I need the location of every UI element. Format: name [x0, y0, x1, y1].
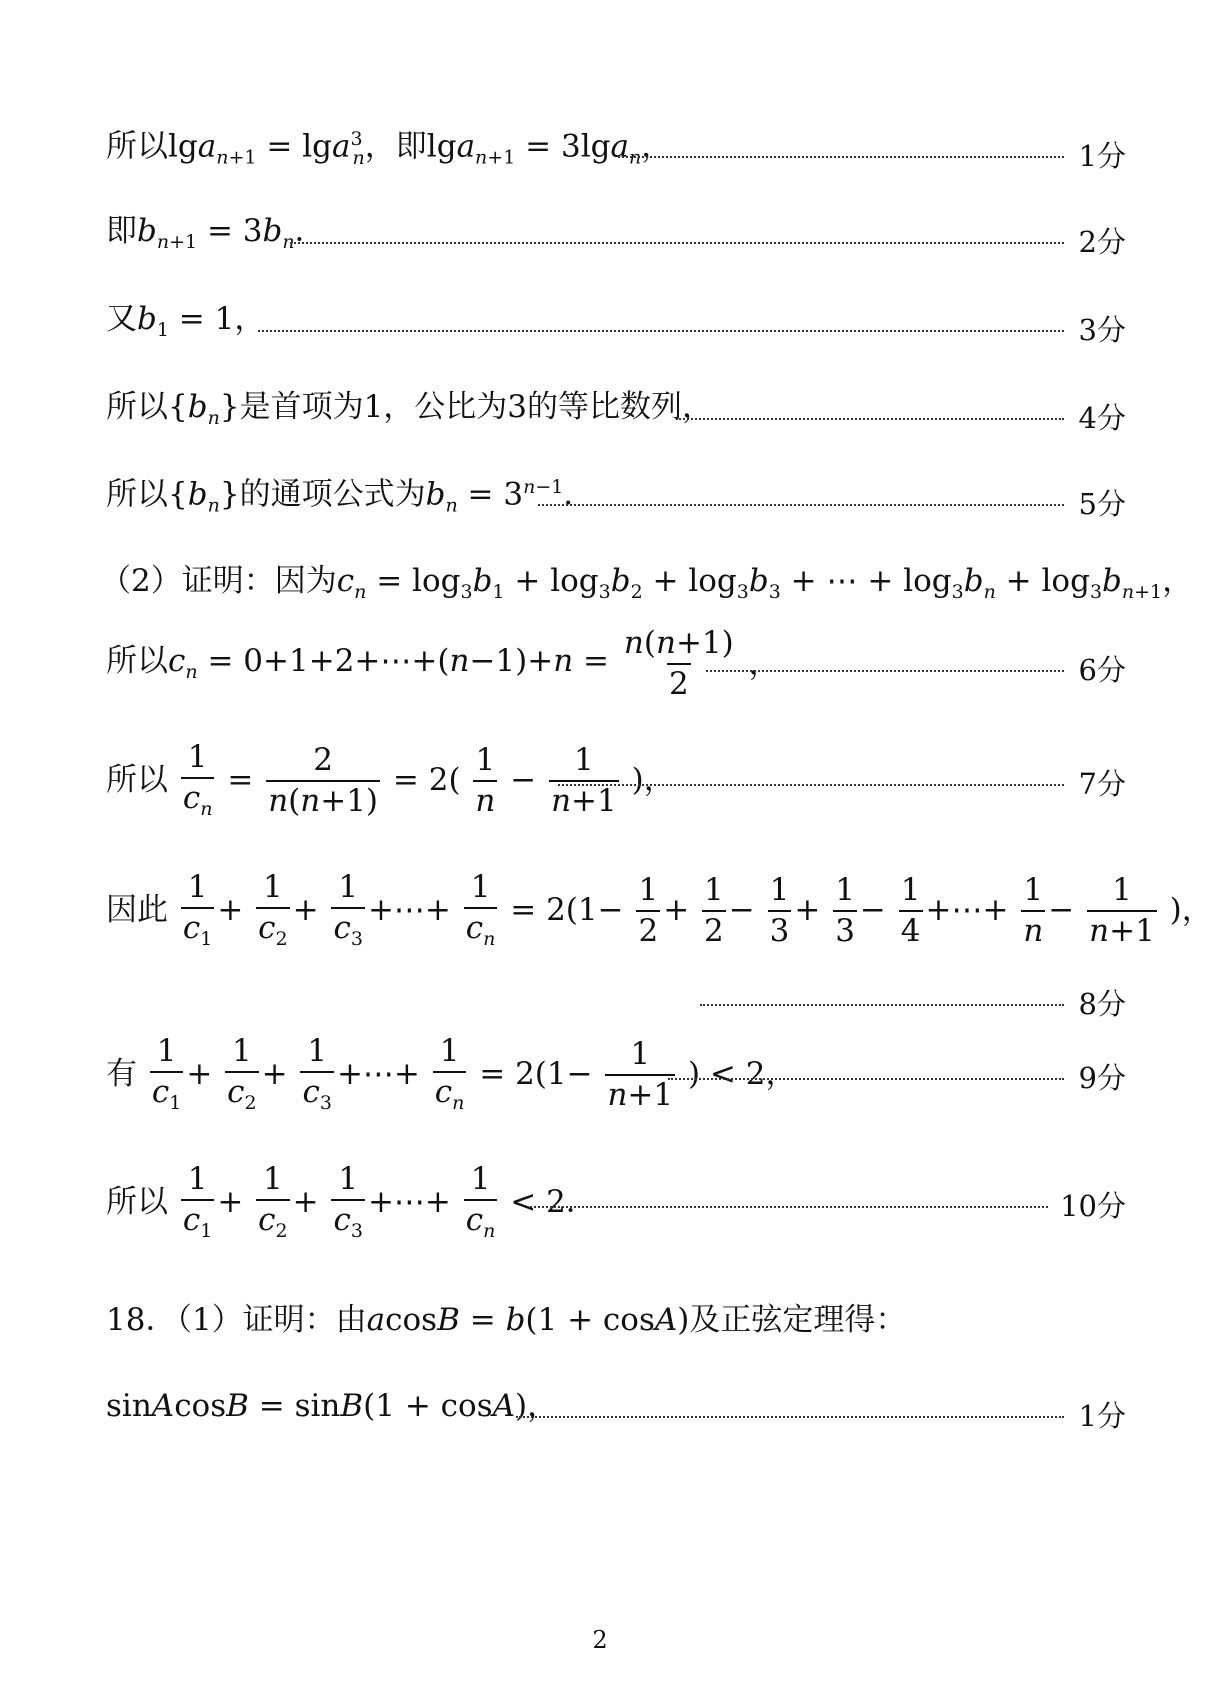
solution-line-3	[106, 296, 1126, 386]
leader-dots	[706, 670, 1064, 672]
math-expression: （2）证明：因为$c_n = \log_3b_1 + \log_3b_2 + \log_3b_3$ + ⋯ + $\log_3b_n + \log_3b_{n+1}$，	[100, 563, 1194, 604]
score-label: 6分	[1078, 653, 1126, 687]
leader-dots	[290, 242, 1064, 244]
math-expression: 18．（1）证明：由acosB = b(1 + cosA)及正弦定理得：	[106, 1302, 907, 1338]
math-expression: 所以lga$_{n+1}$ = lga$^3_n$，即lga$_{n+1}$ = 3lga$_n$，	[106, 128, 673, 169]
score-label: 1分	[1078, 1399, 1126, 1433]
score-label: 3分	[1078, 313, 1126, 347]
solution-line-1	[106, 122, 1126, 212]
math-expression: 所以 $\frac{1}{c_1}$ + $\frac{1}{c_2}$ + $\frac{1}{c_3}$ +⋯+ $\frac{1}{c_n}$ < 2．	[106, 1161, 597, 1243]
solution-line-4	[106, 384, 1126, 474]
score-label: 2分	[1078, 225, 1126, 259]
leader-dots	[668, 1078, 1064, 1080]
score-label: 8分	[1078, 987, 1126, 1021]
solution-line-9	[106, 869, 1213, 972]
score-label: 7分	[1078, 767, 1126, 801]
solution-line-2	[106, 208, 1126, 298]
math-expression: 所以$c_n$ = 0+1+2+⋯+(n−1)+n = $\frac{n(n+1)}{2}$ ，	[106, 625, 780, 702]
leader-dots	[516, 1416, 1064, 1418]
page-number: 2	[592, 1626, 608, 1654]
leader-dots	[258, 330, 1064, 332]
leader-dots	[700, 1004, 1064, 1006]
solution-line-14	[106, 1382, 1126, 1472]
solution-line-13	[106, 1296, 1126, 1386]
score-label: 10分	[1060, 1189, 1126, 1223]
solution-line-11	[106, 1033, 1126, 1136]
math-expression: 有 $\frac{1}{c_1}$ + $\frac{1}{c_2}$ + $\frac{1}{c_3}$ +⋯+ $\frac{1}{c_n}$ = 2(1− $\frac{1}{n+1}$ ) < 2，	[106, 1033, 797, 1115]
solution-line-12	[106, 1161, 1126, 1264]
score-label: 5分	[1078, 487, 1126, 521]
math-expression: 所以$\{b_n\}$是首项为1，公比为3的等比数列，	[106, 389, 714, 430]
leader-dots	[530, 1206, 1048, 1208]
score-label: 1分	[1078, 139, 1126, 173]
math-expression: 所以 $\frac{1}{c_n}$ = $\frac{2}{n(n+1)}$ = 2( $\frac{1}{n}$ − $\frac{1}{n+1}$ )，	[106, 739, 675, 821]
math-expression: 又$b_1 = 1$，	[106, 301, 266, 342]
leader-dots	[676, 418, 1064, 420]
math-expression: sinAcosB = sinB(1 + cosA)，	[106, 1388, 559, 1424]
solution-line-5	[106, 470, 1126, 560]
solution-line-8	[106, 739, 1126, 842]
math-expression: 所以$\{b_n\}$的通项公式为$b_n = 3^{n-1}$．	[106, 476, 595, 517]
leader-dots	[538, 504, 1064, 506]
math-expression: 即$b_{n+1} = 3b_n$．	[106, 213, 326, 254]
leader-dots	[618, 156, 1064, 158]
math-expression: 因此 $\frac{1}{c_1}$ + $\frac{1}{c_2}$ + $\frac{1}{c_3}$ +⋯+ $\frac{1}{c_n}$ = 2(1− $\frac{1}{2}$ + $\frac{1}{2}$ − $\frac{1}{3}$ + $\frac{1}{3}$ − $\frac{1}{4}$ +⋯+ $\frac{1}{n}$ − $\frac{1}{n+1}$ )，	[106, 869, 1213, 951]
leader-dots	[558, 784, 1064, 786]
score-label: 9分	[1078, 1061, 1126, 1095]
score-label: 4分	[1078, 401, 1126, 435]
solution-line-7	[106, 625, 1126, 728]
